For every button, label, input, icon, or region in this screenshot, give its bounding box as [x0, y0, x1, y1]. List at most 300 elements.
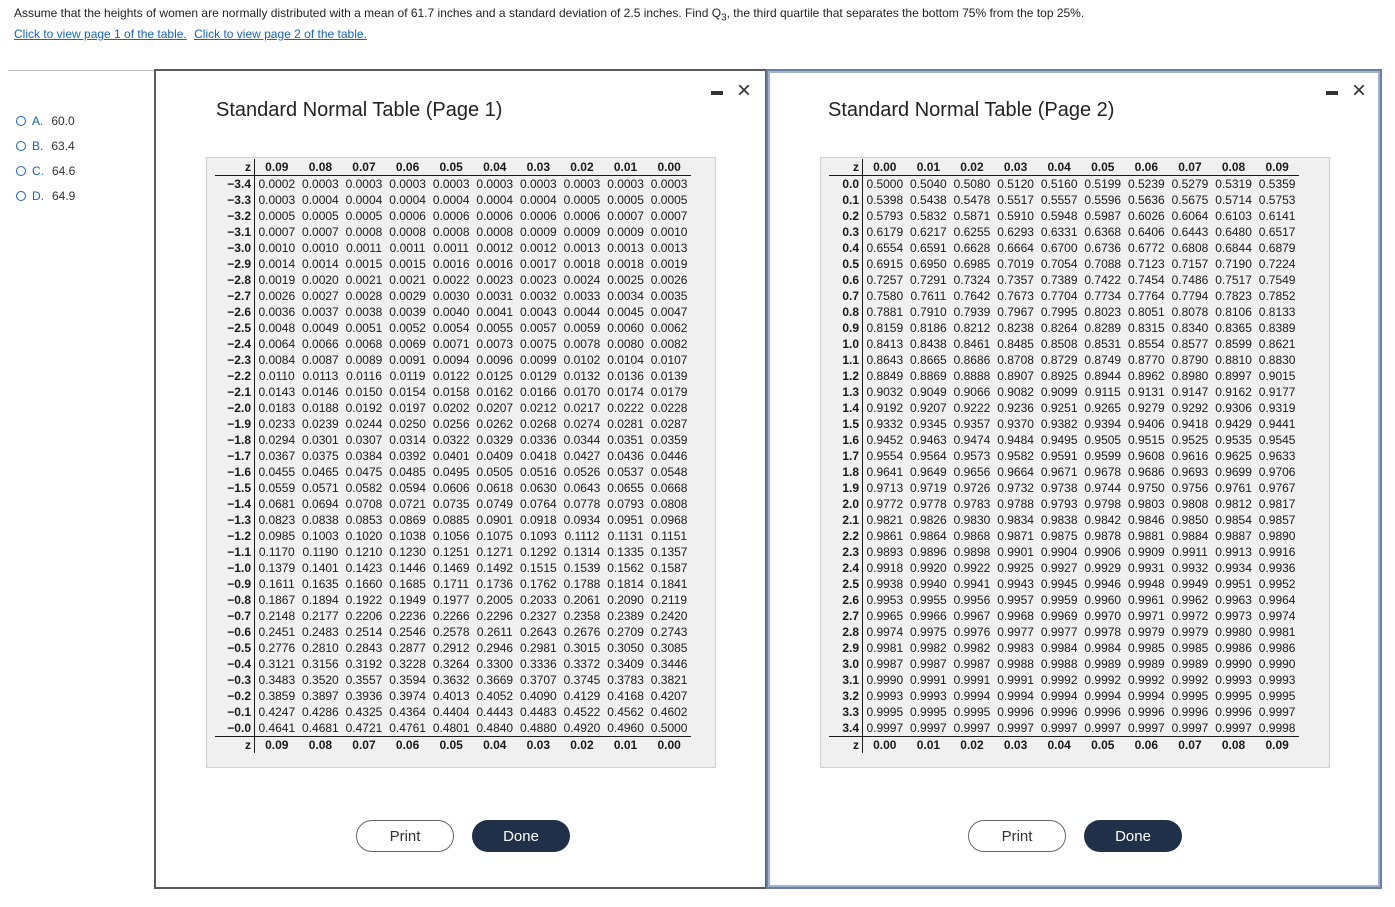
probability-cell: 0.1423	[345, 561, 383, 575]
probability-cell: 0.0630	[520, 481, 557, 495]
probability-cell: 0.5239	[1128, 177, 1165, 191]
probability-cell: 0.5871	[953, 209, 991, 223]
probability-cell: 0.9955	[910, 593, 947, 607]
probability-cell: 0.0004	[389, 193, 426, 207]
probability-cell: 0.0179	[650, 385, 688, 399]
probability-cell: 0.9993	[1258, 673, 1296, 687]
z-value-cell: 2.3	[829, 544, 863, 560]
probability-cell: 0.1271	[476, 545, 514, 559]
question-text	[14, 6, 1084, 23]
probability-cell: 0.6368	[1084, 225, 1122, 239]
probability-cell: 0.0475	[345, 465, 383, 479]
probability-cell: 0.6443	[1171, 225, 1209, 239]
probability-cell: 0.0011	[346, 241, 382, 255]
probability-cell: 0.0122	[432, 369, 470, 383]
print-button[interactable]: Print	[356, 820, 454, 852]
probability-cell: 0.9484	[997, 433, 1034, 447]
probability-cell: 0.7054	[1040, 257, 1078, 271]
probability-cell: 0.5279	[1171, 177, 1209, 191]
column-header: 0.07	[342, 737, 386, 754]
probability-cell: 0.9968	[997, 609, 1034, 623]
probability-cell: 0.9850	[1171, 513, 1209, 527]
probability-cell: 0.9977	[997, 625, 1034, 639]
probability-cell: 0.1093	[520, 529, 557, 543]
probability-cell: 0.9967	[953, 609, 991, 623]
probability-cell: 0.0188	[302, 401, 339, 415]
table-row	[215, 384, 691, 400]
table-row	[829, 208, 1299, 224]
probability-cell: 0.0007	[607, 209, 644, 223]
probability-cell: 0.9608	[1128, 449, 1165, 463]
table-row	[829, 384, 1299, 400]
probability-cell: 0.7454	[1128, 273, 1165, 287]
probability-cell: 0.6950	[910, 257, 947, 271]
choice-letter: D.	[32, 188, 44, 203]
probability-cell: 0.2981	[520, 641, 557, 655]
probability-cell: 0.7257	[866, 273, 904, 287]
z-value-cell: 2.6	[829, 592, 863, 608]
choice-d[interactable]	[16, 183, 75, 208]
table-row	[215, 464, 691, 480]
column-header: 0.05	[429, 737, 473, 754]
probability-cell: 0.6664	[997, 241, 1034, 255]
probability-cell: 0.8078	[1171, 305, 1209, 319]
probability-cell: 0.9788	[997, 497, 1034, 511]
probability-cell: 0.0268	[520, 417, 557, 431]
radio-icon[interactable]	[16, 141, 26, 151]
probability-cell: 0.0003	[476, 177, 514, 191]
probability-cell: 0.2148	[258, 609, 296, 623]
probability-cell: 0.7910	[910, 305, 947, 319]
probability-cell: 0.9997	[910, 721, 947, 735]
probability-cell: 0.0233	[258, 417, 296, 431]
probability-cell: 0.1038	[389, 529, 426, 543]
column-header: 0.08	[1212, 737, 1256, 754]
z-value-cell: −0.0	[215, 720, 255, 737]
probability-cell: 0.9992	[1040, 673, 1078, 687]
probability-cell: 0.3264	[432, 657, 470, 671]
done-button[interactable]: Done	[472, 820, 570, 852]
probability-cell: 0.0162	[476, 385, 514, 399]
probability-cell: 0.7389	[1040, 273, 1078, 287]
link-table-page-2[interactable]: Click to view page 2 of the table.	[194, 27, 367, 41]
probability-cell: 0.0918	[520, 513, 557, 527]
print-button[interactable]: Print	[968, 820, 1066, 852]
radio-icon[interactable]	[16, 166, 26, 176]
column-header: 0.09	[255, 159, 299, 176]
probability-cell: 0.9345	[910, 417, 947, 431]
probability-cell: 0.5359	[1258, 177, 1296, 191]
probability-cell: 0.0052	[389, 321, 426, 335]
choice-a[interactable]	[16, 108, 75, 133]
probability-cell: 0.0007	[650, 209, 688, 223]
probability-cell: 0.0047	[650, 305, 688, 319]
probability-cell: 0.1977	[432, 593, 470, 607]
probability-cell: 0.7123	[1128, 257, 1165, 271]
probability-cell: 0.8577	[1171, 337, 1209, 351]
radio-icon[interactable]	[16, 191, 26, 201]
probability-cell: 0.0028	[345, 289, 383, 303]
probability-cell: 0.9978	[1084, 625, 1122, 639]
probability-cell: 0.0401	[432, 449, 470, 463]
probability-cell: 0.0985	[258, 529, 296, 543]
probability-cell: 0.1587	[650, 561, 688, 575]
probability-cell: 0.8413	[866, 337, 904, 351]
probability-cell: 0.1170	[258, 545, 295, 559]
probability-cell: 0.0192	[345, 401, 383, 415]
z-value-cell: 0.2	[829, 208, 863, 224]
probability-cell: 0.9564	[910, 449, 947, 463]
z-value-cell: −2.2	[215, 368, 255, 384]
probability-cell: 0.0018	[607, 257, 644, 271]
probability-cell: 0.1003	[302, 529, 339, 543]
probability-cell: 0.5596	[1084, 193, 1122, 207]
probability-cell: 0.9960	[1084, 593, 1122, 607]
probability-cell: 0.2206	[345, 609, 383, 623]
probability-cell: 0.2420	[650, 609, 688, 623]
probability-cell: 0.0367	[258, 449, 296, 463]
probability-cell: 0.6103	[1215, 209, 1252, 223]
answer-choices	[16, 108, 75, 208]
probability-cell: 0.9995	[910, 705, 947, 719]
probability-cell: 0.9990	[1215, 657, 1252, 671]
probability-cell: 0.5398	[866, 193, 904, 207]
probability-cell: 0.0005	[258, 209, 296, 223]
table-row	[215, 720, 691, 737]
table-row	[215, 352, 691, 368]
probability-cell: 0.9545	[1258, 433, 1296, 447]
probability-cell: 0.9015	[1258, 369, 1296, 383]
probability-cell: 0.5478	[953, 193, 991, 207]
probability-cell: 0.6736	[1084, 241, 1122, 255]
probability-cell: 0.9986	[1258, 641, 1296, 655]
probability-cell: 0.1736	[476, 577, 514, 591]
probability-cell: 0.9931	[1128, 561, 1165, 575]
probability-cell: 0.0158	[432, 385, 470, 399]
probability-cell: 0.4960	[607, 721, 644, 735]
probability-cell: 0.9997	[1215, 721, 1252, 735]
close-icon[interactable]: ×	[736, 77, 751, 104]
column-header: 0.08	[1212, 159, 1256, 176]
probability-cell: 0.7881	[866, 305, 904, 319]
probability-cell: 0.6064	[1171, 209, 1209, 223]
probability-cell: 0.0322	[432, 433, 470, 447]
z-value-cell: 1.6	[829, 432, 863, 448]
probability-cell: 0.2119	[651, 593, 688, 607]
probability-cell: 0.9989	[1084, 657, 1122, 671]
probability-cell: 0.0003	[607, 177, 644, 191]
probability-cell: 0.8907	[997, 369, 1034, 383]
probability-cell: 0.9875	[1040, 529, 1078, 543]
column-header: 0.03	[517, 737, 561, 754]
table-row	[829, 480, 1299, 496]
probability-cell: 0.9994	[1128, 689, 1165, 703]
probability-cell: 0.0002	[258, 177, 296, 191]
probability-cell: 0.9738	[1040, 481, 1078, 495]
probability-cell: 0.0287	[650, 417, 688, 431]
column-header: 0.04	[1037, 159, 1081, 176]
probability-cell: 0.2358	[563, 609, 601, 623]
table-row	[215, 208, 691, 224]
probability-cell: 0.1357	[650, 545, 688, 559]
probability-cell: 0.5557	[1040, 193, 1078, 207]
probability-cell: 0.0003	[345, 177, 383, 191]
probability-cell: 0.7939	[953, 305, 991, 319]
table-row	[829, 256, 1299, 272]
probability-cell: 0.0384	[345, 449, 383, 463]
probability-cell: 0.0031	[476, 289, 514, 303]
probability-cell: 0.4562	[607, 705, 644, 719]
probability-cell: 0.3594	[389, 673, 426, 687]
probability-cell: 0.2946	[476, 641, 514, 655]
column-header: 0.05	[1081, 159, 1125, 176]
question-main: Assume that the heights of women are normally distributed with a mean of 61.7 inches and a standard deviation of 2.5 inches. Find Q	[14, 6, 722, 20]
probability-cell: 0.0968	[650, 513, 688, 527]
probability-cell: 0.9265	[1084, 401, 1122, 415]
z-value-cell: −3.0	[215, 240, 255, 256]
probability-cell: 0.2578	[432, 625, 470, 639]
probability-cell: 0.0197	[389, 401, 426, 415]
probability-cell: 0.0239	[302, 417, 339, 431]
probability-cell: 0.9192	[866, 401, 904, 415]
probability-cell: 0.4920	[563, 721, 601, 735]
radio-icon[interactable]	[16, 116, 26, 126]
probability-cell: 0.9744	[1084, 481, 1122, 495]
probability-cell: 0.9826	[910, 513, 947, 527]
probability-cell: 0.9817	[1258, 497, 1296, 511]
probability-cell: 0.0427	[563, 449, 601, 463]
probability-cell: 0.9983	[997, 641, 1034, 655]
probability-cell: 0.8554	[1128, 337, 1165, 351]
probability-cell: 0.0708	[345, 497, 383, 511]
minimize-icon[interactable]	[1326, 91, 1338, 95]
column-header: 0.06	[1125, 159, 1169, 176]
probability-cell: 0.9115	[1084, 385, 1121, 399]
table-row	[215, 320, 691, 336]
probability-cell: 0.4801	[432, 721, 470, 735]
window-title: Standard Normal Table (Page 2)	[828, 99, 1115, 121]
probability-cell: 0.5517	[997, 193, 1034, 207]
probability-cell: 0.0129	[520, 369, 557, 383]
probability-cell: 0.2090	[607, 593, 644, 607]
probability-cell: 0.0222	[607, 401, 644, 415]
probability-cell: 0.8106	[1215, 305, 1252, 319]
table-window-page-1	[154, 69, 767, 889]
column-header: 0.07	[1168, 159, 1212, 176]
probability-cell: 0.1151	[651, 529, 688, 543]
table-row	[215, 672, 691, 688]
probability-cell: 0.9997	[1128, 721, 1165, 735]
table-row	[215, 576, 691, 592]
probability-cell: 0.1379	[258, 561, 296, 575]
probability-cell: 0.4247	[258, 705, 296, 719]
z-value-cell: −0.3	[215, 672, 255, 688]
table-row	[829, 320, 1299, 336]
probability-cell: 0.4522	[563, 705, 601, 719]
choice-b[interactable]	[16, 133, 75, 158]
probability-cell: 0.0281	[607, 417, 644, 431]
probability-cell: 0.9994	[1084, 689, 1122, 703]
probability-cell: 0.2709	[607, 625, 644, 639]
probability-cell: 0.0019	[258, 273, 296, 287]
probability-cell: 0.0005	[563, 193, 601, 207]
probability-cell: 0.0075	[520, 337, 557, 351]
probability-cell: 0.7224	[1258, 257, 1296, 271]
probability-cell: 0.0136	[607, 369, 644, 383]
table-row	[215, 704, 691, 720]
probability-cell: 0.9251	[1040, 401, 1078, 415]
probability-cell: 0.0044	[563, 305, 601, 319]
column-header: 0.00	[863, 159, 907, 176]
probability-cell: 0.0125	[476, 369, 514, 383]
probability-cell: 0.3745	[563, 673, 601, 687]
table-row	[215, 368, 691, 384]
probability-cell: 0.0655	[607, 481, 644, 495]
probability-cell: 0.9726	[953, 481, 991, 495]
probability-cell: 0.9997	[997, 721, 1034, 735]
probability-cell: 0.9699	[1215, 465, 1252, 479]
probability-cell: 0.9953	[866, 593, 904, 607]
probability-cell: 0.6026	[1128, 209, 1165, 223]
probability-cell: 0.7291	[910, 273, 947, 287]
probability-cell: 0.9861	[866, 529, 904, 543]
choice-letter: A.	[32, 113, 44, 128]
z-value-cell: −2.0	[215, 400, 255, 416]
probability-cell: 0.4404	[432, 705, 470, 719]
probability-cell: 0.0099	[520, 353, 557, 367]
probability-cell: 0.9778	[910, 497, 947, 511]
probability-cell: 0.9808	[1171, 497, 1209, 511]
choice-c[interactable]	[16, 158, 75, 183]
z-value-cell: 2.8	[829, 624, 863, 640]
done-button[interactable]: Done	[1084, 820, 1182, 852]
probability-cell: 0.9951	[1215, 577, 1252, 591]
probability-cell: 0.3483	[258, 673, 296, 687]
probability-cell: 0.8315	[1128, 321, 1165, 335]
probability-cell: 0.9406	[1128, 417, 1165, 431]
table-header-row	[215, 159, 691, 176]
column-header: 0.09	[255, 737, 299, 754]
probability-cell: 0.2236	[389, 609, 426, 623]
probability-cell: 0.0012	[476, 241, 514, 255]
probability-cell: 0.9554	[866, 449, 904, 463]
z-header: z	[829, 159, 863, 176]
probability-cell: 0.8665	[910, 353, 947, 367]
z-value-cell: −0.4	[215, 656, 255, 672]
link-table-page-1[interactable]: Click to view page 1 of the table.	[14, 27, 187, 41]
probability-cell: 0.1894	[302, 593, 339, 607]
probability-cell: 0.1867	[258, 593, 296, 607]
probability-cell: 0.0154	[389, 385, 426, 399]
probability-cell: 0.0030	[432, 289, 470, 303]
probability-cell: 0.8461	[953, 337, 991, 351]
probability-cell: 0.0033	[563, 289, 601, 303]
column-header: 0.06	[1125, 737, 1169, 754]
probability-cell: 0.0008	[432, 225, 470, 239]
probability-cell: 0.0051	[345, 321, 383, 335]
probability-cell: 0.8051	[1128, 305, 1165, 319]
z-value-cell: −0.1	[215, 704, 255, 720]
probability-cell: 0.9956	[953, 593, 991, 607]
probability-cell: 0.3085	[650, 641, 688, 655]
z-value-cell: −2.7	[215, 288, 255, 304]
probability-cell: 0.0885	[432, 513, 470, 527]
probability-cell: 0.9991	[997, 673, 1034, 687]
table-row	[215, 416, 691, 432]
probability-cell: 0.0418	[520, 449, 557, 463]
z-value-cell: 0.5	[829, 256, 863, 272]
probability-cell: 0.6141	[1258, 209, 1296, 223]
table-row	[215, 528, 691, 544]
probability-cell: 0.1492	[476, 561, 514, 575]
probability-cell: 0.9945	[1040, 577, 1078, 591]
probability-cell: 0.6808	[1171, 241, 1209, 255]
column-header: 0.04	[473, 737, 517, 754]
probability-cell: 0.3936	[345, 689, 383, 703]
probability-cell: 0.9961	[1128, 593, 1165, 607]
probability-cell: 0.6915	[866, 257, 904, 271]
probability-cell: 0.0582	[345, 481, 383, 495]
z-value-cell: −0.9	[215, 576, 255, 592]
probability-cell: 0.0091	[389, 353, 426, 367]
probability-cell: 0.7852	[1258, 289, 1296, 303]
probability-cell: 0.2389	[607, 609, 644, 623]
probability-cell: 0.7611	[910, 289, 947, 303]
column-header: 0.04	[1037, 737, 1081, 754]
probability-cell: 0.0505	[476, 465, 514, 479]
table-row	[829, 592, 1299, 608]
probability-cell: 0.4681	[302, 721, 339, 735]
probability-cell: 0.2061	[563, 593, 601, 607]
probability-cell: 0.9973	[1215, 609, 1252, 623]
table-row	[829, 224, 1299, 240]
probability-cell: 0.5438	[910, 193, 947, 207]
probability-cell: 0.1611	[258, 577, 295, 591]
probability-cell: 0.0094	[432, 353, 470, 367]
z-value-cell: 3.0	[829, 656, 863, 672]
column-header: 0.01	[604, 159, 648, 176]
probability-cell: 0.0039	[389, 305, 426, 319]
probability-cell: 0.0016	[476, 257, 514, 271]
probability-cell: 0.6985	[953, 257, 991, 271]
probability-cell: 0.4090	[520, 689, 557, 703]
probability-cell: 0.0301	[302, 433, 339, 447]
probability-cell: 0.4364	[389, 705, 426, 719]
probability-cell: 0.0228	[650, 401, 688, 415]
probability-cell: 0.8023	[1084, 305, 1122, 319]
probability-cell: 0.4013	[432, 689, 470, 703]
close-icon[interactable]: ×	[1351, 77, 1366, 104]
probability-cell: 0.9429	[1215, 417, 1252, 431]
probability-cell: 0.9599	[1084, 449, 1122, 463]
column-header: 0.08	[299, 737, 343, 754]
z-value-cell: 1.4	[829, 400, 863, 416]
table-row	[829, 608, 1299, 624]
probability-cell: 0.8212	[953, 321, 991, 335]
probability-cell: 0.0007	[302, 225, 339, 239]
column-header: 0.06	[386, 737, 430, 754]
probability-cell: 0.9864	[910, 529, 947, 543]
probability-cell: 0.5987	[1084, 209, 1122, 223]
minimize-icon[interactable]	[711, 91, 723, 95]
probability-cell: 0.9177	[1258, 385, 1296, 399]
probability-cell: 0.9911	[1172, 545, 1208, 559]
table-row	[829, 416, 1299, 432]
probability-cell: 0.9997	[953, 721, 991, 735]
probability-cell: 0.0005	[607, 193, 644, 207]
probability-cell: 0.0336	[520, 433, 557, 447]
probability-cell: 0.6293	[997, 225, 1034, 239]
